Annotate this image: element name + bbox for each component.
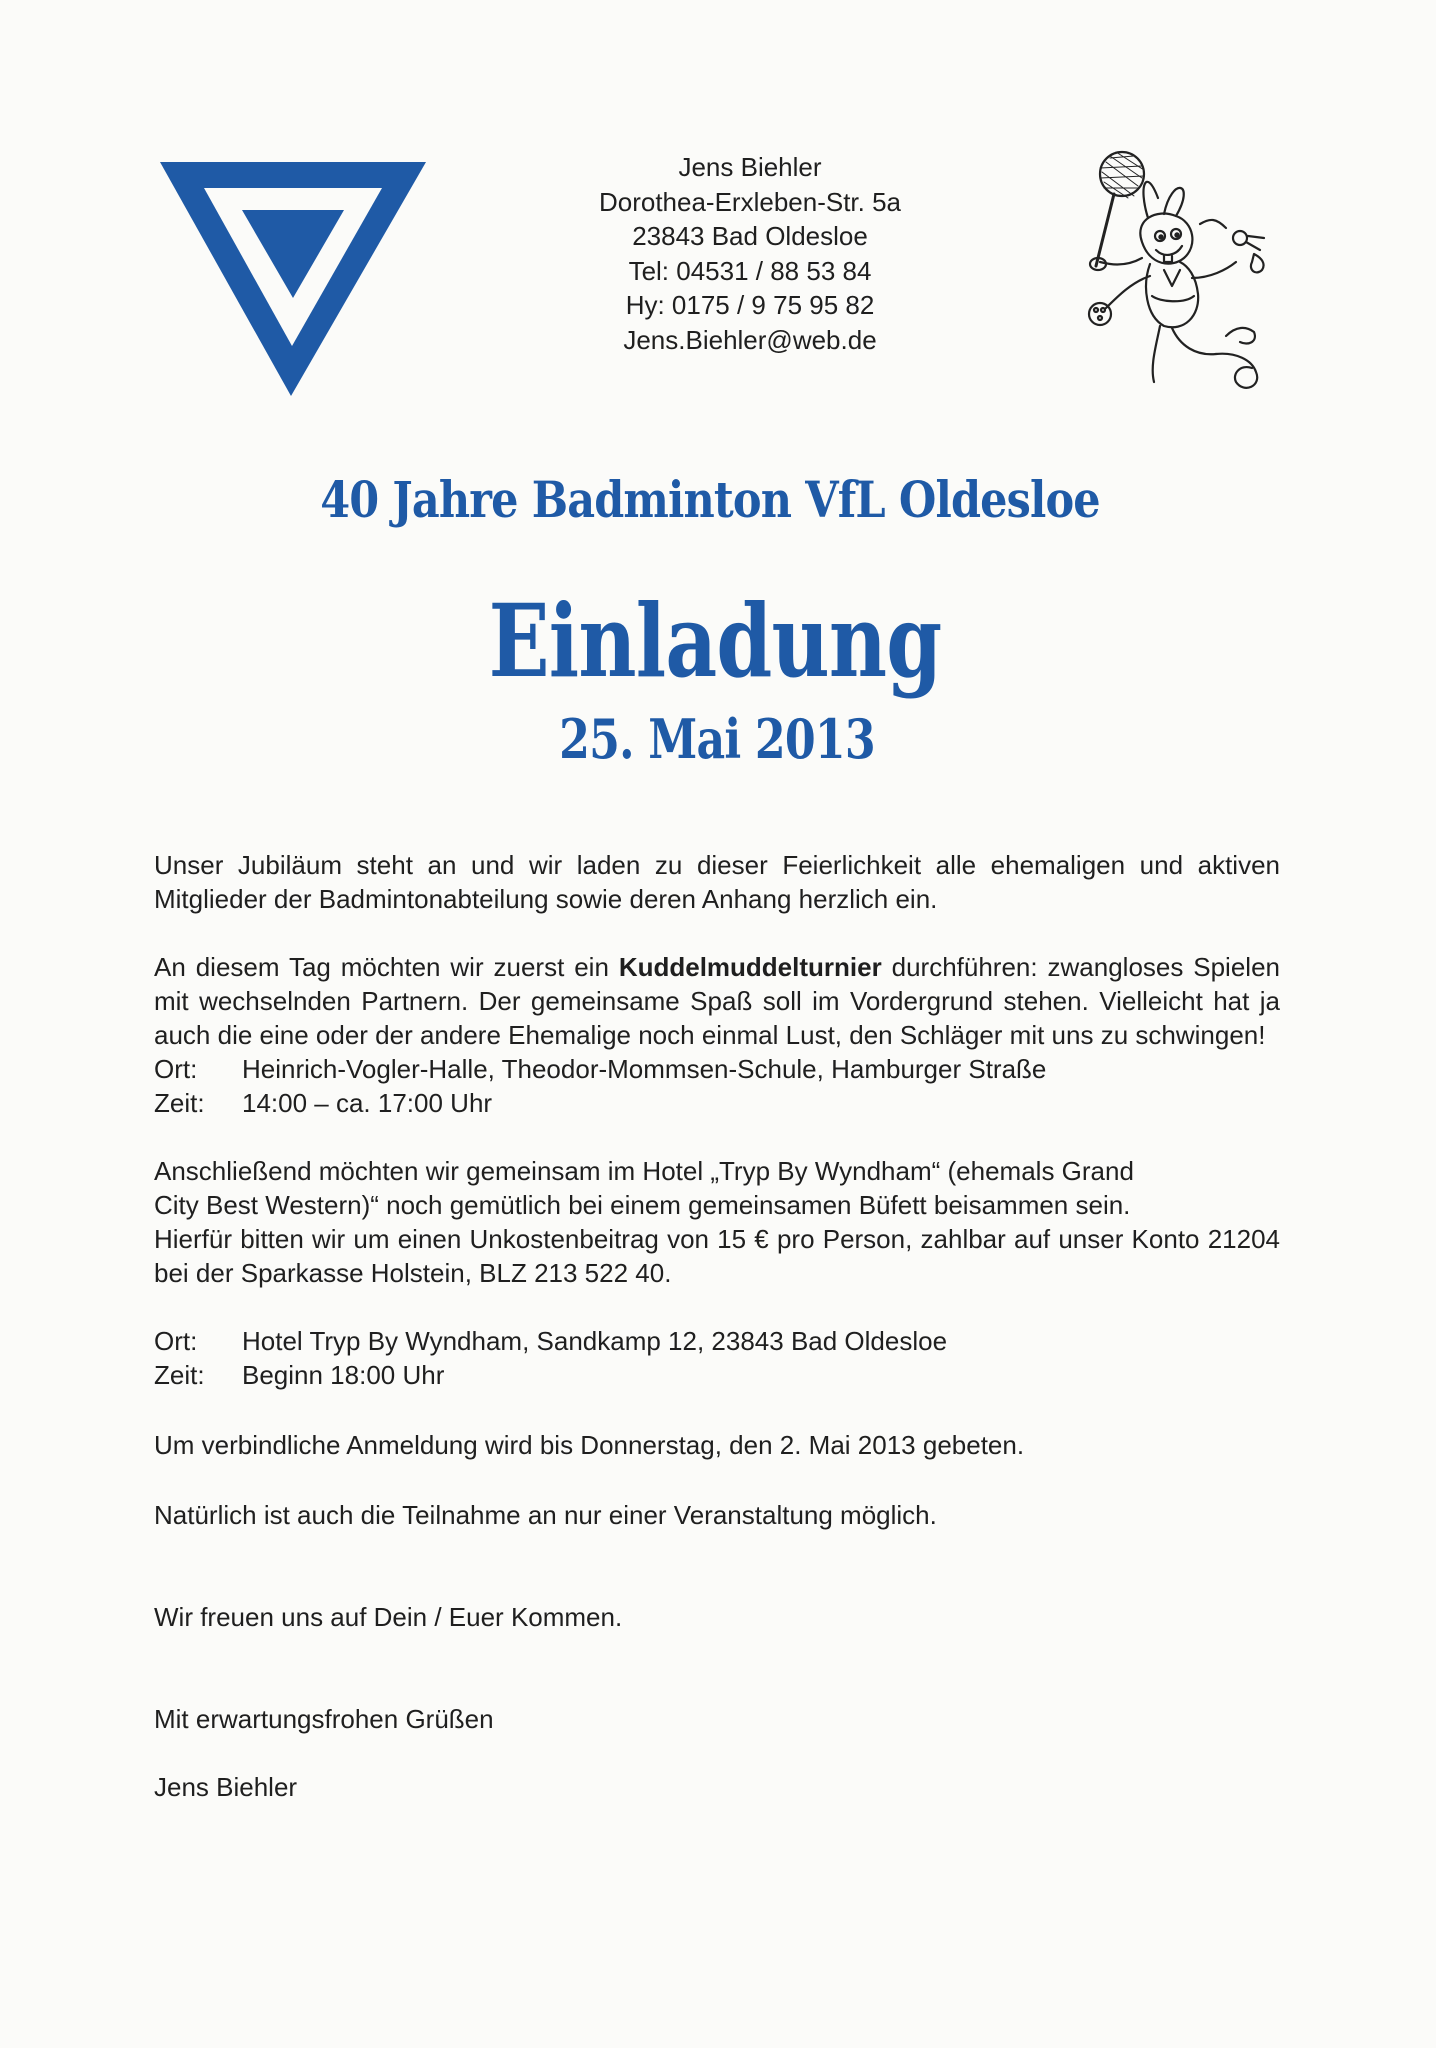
triangle-logo-icon: [158, 158, 428, 398]
sender-email: Jens.Biehler@web.de: [623, 324, 877, 355]
dinner-paragraph: Anschließend möchten wir gemeinsam im Hotel „Tryp By Wyndham“ (ehemals Grand City Best Western)“ noch gemütlich bei einem gemeinsamen Büfett beisammen sein.: [154, 1156, 1134, 1220]
event2-place: Hotel Tryp By Wyndham, Sandkamp 12, 23843 Bad Oldesloe: [242, 1326, 948, 1356]
intro-paragraph: Unser Jubiläum steht an und wir laden zu dieser Feierlichkeit alle ehemaligen und aktiven Mitglieder der Badmintonabteilung sowie deren Anhang herzlich ein.: [154, 850, 1280, 914]
signature-name: Jens Biehler: [154, 1772, 298, 1802]
jubilee-title: 40 Jahre Badminton VfL Oldesloe: [320, 470, 1100, 529]
event2-time-row: [154, 1358, 1280, 1392]
event1-place: Heinrich-Vogler-Halle, Theodor-Mommsen-Schule, Hamburger Straße: [242, 1054, 1047, 1084]
sender-city: 23843 Bad Oldesloe: [632, 221, 868, 251]
tournament-text-start: An diesem Tag möchten wir zuerst ein: [154, 952, 619, 982]
sender-address: [500, 150, 1000, 357]
partial-participation-note: Natürlich ist auch die Teilnahme an nur einer Veranstaltung möglich.: [154, 1500, 937, 1530]
sender-name: Jens Biehler: [678, 152, 822, 182]
event1-time-row: [154, 1086, 1280, 1120]
event2-time-label: Zeit:: [154, 1360, 205, 1390]
event2-place-label: Ort:: [154, 1326, 198, 1356]
tournament-text-end: durchführen: zwangloses Spielen mit wechselnden Partnern. Der gemeinsame Spaß soll im Vordergrund stehen. Vielleicht hat ja auch die eine oder der andere Ehemalige noch einmal Lust, den Schläger mit uns zu schwingen!: [154, 952, 1280, 1050]
event-date: 25. Mai 2013: [559, 707, 875, 771]
badminton-rabbit-icon: [1076, 146, 1276, 396]
event2-place-row: [154, 1324, 1280, 1358]
tournament-name: Kuddelmuddelturnier: [618, 952, 882, 982]
sender-mobile: Hy: 0175 / 9 75 95 82: [625, 290, 875, 320]
sender-street: Dorothea-Erxleben-Str. 5a: [598, 186, 902, 217]
sender-phone: Tel: 04531 / 88 53 84: [628, 255, 872, 286]
welcome-line: Wir freuen uns auf Dein / Euer Kommen.: [154, 1602, 623, 1632]
tournament-paragraph: [154, 950, 1280, 1052]
closing-greeting: Mit erwartungsfrohen Grüßen: [154, 1704, 494, 1734]
fee-paragraph: Hierfür bitten wir um einen Unkostenbeitrag von 15 € pro Person, zahlbar auf unser Konto 21204 bei der Sparkasse Holstein, BLZ 213 522 40.: [154, 1224, 1280, 1288]
invitation-heading: Einladung: [488, 582, 942, 700]
event1-time-label: Zeit:: [154, 1088, 205, 1118]
event1-time: 14:00 – ca. 17:00 Uhr: [242, 1088, 493, 1118]
event1-place-row: [154, 1052, 1280, 1086]
event2-time: Beginn 18:00 Uhr: [242, 1360, 445, 1390]
registration-note: Um verbindliche Anmeldung wird bis Donnerstag, den 2. Mai 2013 gebeten.: [154, 1430, 1025, 1460]
event1-place-label: Ort:: [154, 1054, 198, 1084]
letter-body: [154, 848, 1280, 1804]
